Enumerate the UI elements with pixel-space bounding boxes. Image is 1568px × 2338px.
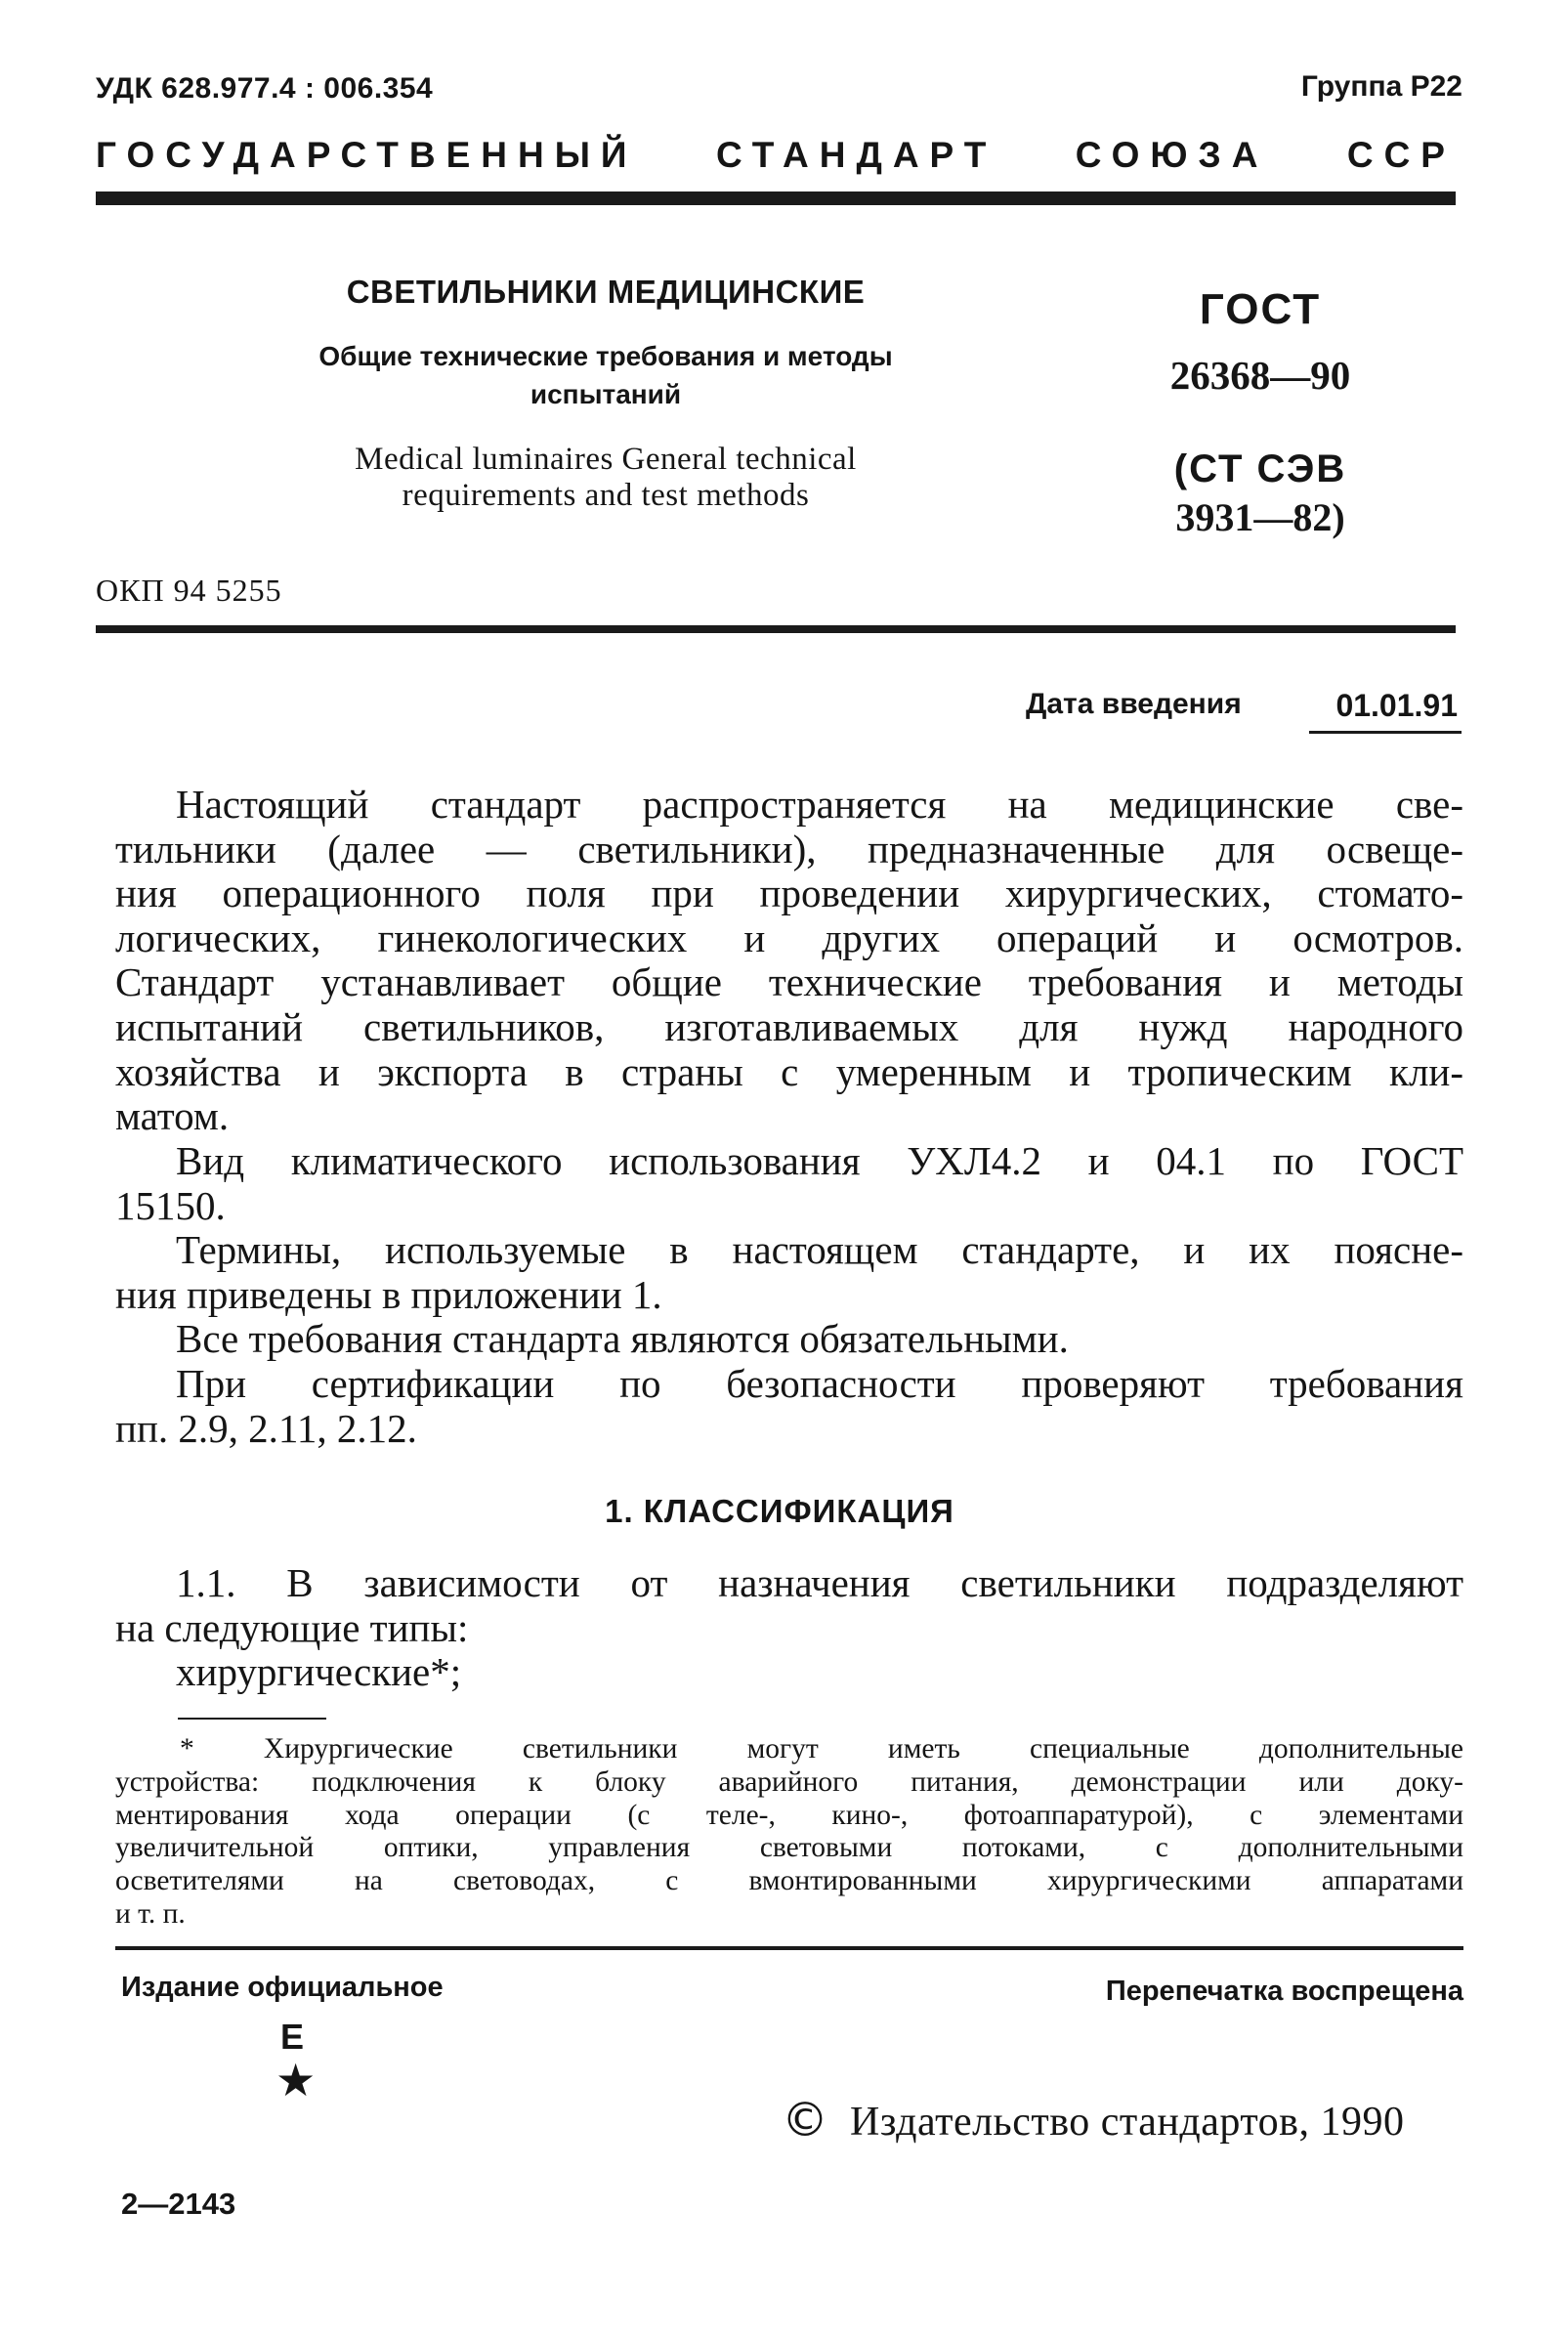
intro-date-label: Дата введения [1026,688,1242,720]
footnote-line: ментирования хода операции (с теле-, кино-, фотоаппаратурой), с элементами [115,1799,1463,1831]
reprint-forbidden: Перепечатка воспрещена [1105,1976,1463,2007]
footer-rule [115,1946,1463,1950]
edition-letter: Е [280,2017,305,2057]
subtitle-line-1: Общие технические требования и методы [318,341,893,371]
text-line: логических, гинекологических и других операций и осмотров. [115,914,1463,960]
top-rule [96,191,1456,205]
okp-code: ОКП 94 5255 [96,573,282,608]
text-line: При сертификации по безопасности проверяют требования [176,1361,1463,1406]
footnote-separator [178,1718,326,1720]
udc-code: УДК 628.977.4 : 006.354 [96,72,434,105]
star-icon: ★ [275,2054,317,2106]
english-title-line-2: requirements and test methods [402,478,810,513]
title-bottom-rule [96,625,1456,633]
footnote-line: осветителями на световодах, с вмонтированными хирургическими аппаратами [115,1865,1463,1897]
certification-paragraph [115,1362,1463,1451]
print-code: 2—2143 [121,2187,236,2221]
intro-date-underline [1309,731,1462,734]
section-heading: 1. КЛАССИФИКАЦИЯ [605,1493,954,1529]
text-line: 15150. [115,1182,226,1228]
mandatory-paragraph [115,1317,1463,1362]
text-line: ния операционного поля при проведении хирургических, стомато- [115,871,1463,916]
climate-paragraph [115,1139,1463,1228]
st-sev-line-2: 3931—82) [1175,495,1345,539]
english-title-line-1: Medical luminaires General technical [355,442,857,477]
text-line: матом. [115,1093,230,1139]
text-line: Термины, используемые в настоящем стандарте, и их поясне- [176,1227,1463,1272]
group-code: Группа Р22 [1300,70,1462,103]
footnote [115,1733,1463,1932]
text-line: испытаний светильников, изготавливаемых для нужд народного [115,1003,1463,1049]
subtitle-line-2: испытаний [530,379,682,409]
text-line: Настоящий стандарт распространяется на медицинские све- [176,782,1463,827]
publisher: Издательство стандартов, 1990 [850,2100,1405,2145]
document-title: СВЕТИЛЬНИКИ МЕДИЦИНСКИЕ [346,274,866,310]
state-standard-title: ГОСУДАРСТВЕННЫЙ СТАНДАРТ СОЮЗА ССР [96,135,1456,175]
intro-paragraph [115,783,1463,1139]
text-line: Вид климатического использования УХЛ4.2 и 04.1 по ГОСТ [176,1138,1463,1183]
text-line: ния приведены в приложении 1. [115,1271,662,1317]
text-line: на следующие типы: [115,1604,469,1650]
text-line: 1.1. В зависимости от назначения светильники подразделяют [176,1560,1463,1605]
gost-label: ГОСТ [1199,285,1322,333]
text-line: хозяйства и экспорта в страны с умеренным и тропическим кли- [115,1048,1463,1094]
footnote-line: увеличительной оптики, управления световыми потоками, с дополнительными [115,1832,1463,1864]
official-edition: Издание официальное [121,1972,444,2003]
terms-paragraph [115,1228,1463,1317]
footnote-line: * Хирургические светильники могут иметь специальные дополнительные [180,1733,1463,1764]
text-line: Стандарт устанавливает общие технические требования и методы [115,959,1463,1005]
footnote-line: и т. п. [115,1897,186,1930]
text-line: пп. 2.9, 2.11, 2.12. [115,1405,417,1451]
footnote-line: устройства: подключения к блоку аварийного питания, демонстрации или доку- [115,1765,1463,1798]
gost-number: 26368—90 [1169,353,1351,398]
text-line: тильники (далее — светильники), предназначенные для освеще- [115,826,1463,871]
copyright-icon: © [782,2093,828,2147]
intro-date-value: 01.01.91 [1335,688,1458,723]
text-line: Все требования стандарта являются обязательными. [176,1316,1069,1361]
section-1-1-paragraph [115,1561,1463,1695]
text-line: хирургические*; [176,1649,462,1695]
st-sev-line-1: (СТ СЭВ [1173,447,1347,490]
